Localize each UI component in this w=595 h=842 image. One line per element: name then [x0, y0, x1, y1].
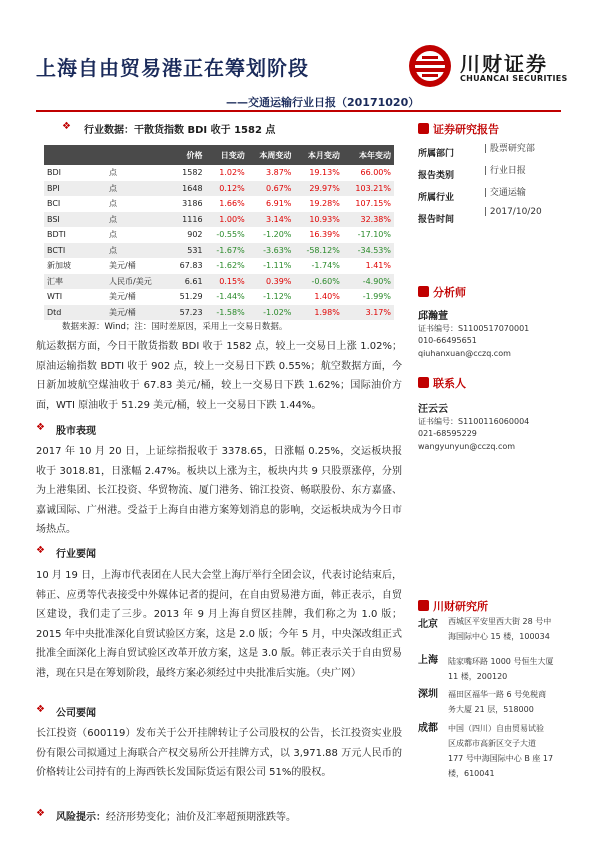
- cell-year: 32.38%: [343, 212, 394, 228]
- cell-price: 1116: [170, 212, 206, 228]
- industry-data-table: [44, 145, 394, 320]
- sidebar-report-heading: 证券研究报告: [418, 121, 499, 137]
- row-name: BCI: [47, 199, 61, 209]
- row-unit: 美元/桶: [109, 261, 136, 271]
- cell-month: 1.40%: [314, 292, 340, 302]
- table-row: [44, 181, 394, 197]
- column-header-day: 日变动: [206, 145, 248, 165]
- cell-year: 3.17%: [343, 305, 394, 321]
- table-row: [44, 289, 394, 305]
- cell-price: 1582: [182, 168, 203, 178]
- risk-warning: [56, 808, 296, 823]
- contact-phone: 021-68595229: [418, 429, 477, 438]
- cell-price: 531: [170, 243, 206, 259]
- cell-week: -3.63%: [248, 243, 295, 259]
- cell-day: -1.67%: [206, 243, 248, 259]
- info-label: 所属部门: [418, 149, 455, 159]
- office-city: 北京: [418, 619, 438, 630]
- row-name: 汇率: [44, 274, 106, 290]
- analyst-icon: [418, 286, 429, 297]
- row-name: Dtd: [44, 305, 106, 321]
- cell-year: 107.15%: [355, 199, 391, 209]
- sidebar-contact-heading: 联系人: [418, 375, 466, 391]
- report-subtitle: ——交通运输行业日报（20171020）: [226, 96, 420, 109]
- diamond-bullet-icon: ❖: [36, 422, 45, 433]
- cell-month: 19.13%: [309, 168, 340, 178]
- report-info-row: [418, 141, 563, 163]
- office-city: 深圳: [418, 689, 438, 700]
- column-header-price: 价格: [170, 145, 206, 165]
- cell-year: -1.99%: [362, 292, 391, 302]
- cell-price: 51.29: [179, 292, 203, 302]
- industry-news-paragraph: 10 月 19 日，上海市代表团在人民大会堂上海厅举行全团会议，代表讨论结束后，韩正、应勇等代表接受中外媒体记者的提问，在自由贸易港方面，韩正表示，自贸区建设，我们走了三步。2013 年 9 月上海自贸区挂牌，我们称之为 1.0 版；2015 年中央批准深化自贸试验区方案，这是 2.0 版；今年 5 月，中央深改组正式批准全面深化上海自贸试验区改革开放方案，这是 3.0 版。韩正表示关于自由贸易港，现在只是在筹划阶段，最终方案必须经过中央批准后实施。（央广网）: [36, 570, 402, 679]
- cell-week: -1.02%: [248, 305, 295, 321]
- contact-name: 汪云云: [418, 404, 448, 415]
- column-header-year: 本年变动: [343, 145, 394, 165]
- risk-text: 经济形势变化；油价及汇率超预期涨跌等。: [106, 812, 296, 823]
- cell-year: -34.53%: [343, 243, 394, 259]
- row-name: BDTI: [47, 230, 66, 240]
- logo-chinese-text: 川财证券: [460, 52, 548, 76]
- table-row: [44, 274, 394, 290]
- cell-week: 3.87%: [265, 168, 292, 178]
- cell-week: -1.20%: [263, 230, 292, 240]
- company-logo: [408, 44, 568, 88]
- report-info-row: [418, 185, 563, 207]
- cell-month: 19.28%: [309, 199, 340, 209]
- row-name: BDI: [47, 168, 62, 178]
- table-header-row: [44, 145, 394, 165]
- cell-month: -58.12%: [294, 243, 342, 259]
- report-icon: [418, 123, 429, 134]
- row-name: BPI: [44, 181, 106, 197]
- row-name: WTI: [47, 292, 63, 302]
- report-info-row: [418, 207, 563, 229]
- report-info-list: [418, 141, 563, 229]
- table-row: [44, 258, 394, 274]
- cell-price: 67.83: [179, 261, 203, 271]
- info-value: | 交通运输: [484, 188, 526, 198]
- data-source-note: 数据来源：Wind；注：国时差原因，采用上一交易日数据。: [62, 322, 288, 332]
- logo-english-text: CHUANCAI SECURITIES: [460, 74, 568, 83]
- info-value: | 行业日报: [484, 166, 526, 176]
- industry-data-heading: 行业数据：干散货指数 BDI 收于 1582 点: [84, 125, 276, 136]
- row-unit: 点: [109, 168, 117, 178]
- market-paragraph: 2017 年 10 月 20 日，上证综指报收于 3378.65，日涨幅 0.25%，交运板块报收于 3018.81，日涨幅 2.47%。板块以上涨为主，板块内共 9 只股票涨停，分别为上港集团、长江投资、华贸物流、厦门港务、锦江投资、畅联股份、东方嘉盛、嘉诚国际、广州港。受益于上海自由港方案筹划消息的影响，交运板块成为今日市场热点。: [36, 446, 402, 535]
- institute-icon: [418, 600, 429, 611]
- column-header: [44, 145, 106, 165]
- cell-month: 1.98%: [294, 305, 342, 321]
- row-name: 新加坡: [47, 261, 71, 271]
- cell-day: 0.12%: [206, 181, 248, 197]
- cell-month: 29.97%: [294, 181, 342, 197]
- table-row: [44, 165, 394, 181]
- cell-week: 0.39%: [248, 274, 295, 290]
- table-row: [44, 196, 394, 212]
- row-unit: 点: [109, 199, 117, 209]
- cell-week: -1.11%: [263, 261, 292, 271]
- office-address: 中国（四川）自由贸易试验 区成都市高新区交子大道 177 号中海国际中心 B 座 17 楼，610041: [448, 724, 554, 778]
- cell-day: -0.55%: [216, 230, 245, 240]
- diamond-bullet-icon: ❖: [62, 121, 71, 132]
- company-news-heading: 公司要闻: [56, 708, 96, 719]
- shipping-data-paragraph: 航运数据方面，今日干散货指数 BDI 收于 1582 点，较上一交易日上涨 1.02%；原油运输指数 BDTI 收于 902 点，较上一交易日下跌 0.55%；航空数据方面，今日新加坡航空煤油收于 67.83 美元/桶，较上一交易日下跌 1.62%；国际油价方面，WTI 原油收于 51.29 美元/桶，较上一交易日下跌 1.44%。: [36, 341, 402, 411]
- row-unit: 美元/桶: [106, 305, 170, 321]
- analyst-name: 邱瀚萱: [418, 311, 448, 322]
- column-header-week: 本周变动: [248, 145, 295, 165]
- row-unit: 美元/桶: [109, 292, 136, 302]
- office-address: 西城区平安里西大街 28 号中 海国际中心 15 楼，100034: [448, 617, 552, 641]
- cell-month: 10.93%: [294, 212, 342, 228]
- row-name: BCTI: [44, 243, 106, 259]
- report-info-row: [418, 163, 563, 185]
- row-unit: 点: [106, 181, 170, 197]
- row-unit: 点: [106, 212, 170, 228]
- column-header: [106, 145, 170, 165]
- office-address: 陆家嘴环路 1000 号恒生大厦 11 楼，200120: [448, 657, 554, 681]
- diamond-bullet-icon: ❖: [36, 545, 45, 556]
- cell-week: 0.67%: [248, 181, 295, 197]
- risk-label: 风险提示：: [56, 812, 106, 823]
- contact-email[interactable]: wangyunyun@cczq.com: [418, 442, 516, 451]
- header-divider: [36, 110, 561, 112]
- cell-year: 103.21%: [343, 181, 394, 197]
- cell-price: 6.61: [170, 274, 206, 290]
- market-heading: 股市表现: [56, 426, 96, 437]
- cell-price: 902: [187, 230, 203, 240]
- cell-price: 1648: [170, 181, 206, 197]
- row-name: BSI: [44, 212, 106, 228]
- info-label: 报告时间: [418, 215, 455, 225]
- cell-day: -1.58%: [206, 305, 248, 321]
- row-unit: 点: [109, 230, 117, 240]
- cell-week: -1.12%: [263, 292, 292, 302]
- cell-year: -17.10%: [357, 230, 391, 240]
- cell-day: -1.62%: [216, 261, 245, 271]
- table-row: [44, 305, 394, 321]
- row-unit: 人民币/美元: [106, 274, 170, 290]
- cell-price: 57.23: [170, 305, 206, 321]
- table-row: [44, 212, 394, 228]
- info-value: | 2017/10/20: [484, 207, 542, 217]
- table-body: [44, 165, 394, 320]
- cell-year: 1.41%: [365, 261, 391, 271]
- cell-month: 16.39%: [309, 230, 340, 240]
- info-label: 报告类别: [418, 171, 455, 181]
- cell-year: 66.00%: [360, 168, 391, 178]
- table-row: [44, 227, 394, 243]
- office-city: 上海: [418, 655, 438, 666]
- cell-day: 1.02%: [219, 168, 245, 178]
- cell-day: 1.66%: [219, 199, 245, 209]
- row-unit: 点: [106, 243, 170, 259]
- company-news-paragraph: 长江投资（600119）发布关于公开挂牌转让子公司股权的公告，长江投资实业股份有限公司拟通过上海联合产权交易所公开挂牌方式，以 3,971.88 万元人民币的价格转让公司持有的上海西铁长发国际货运有限公司 51%的股权。: [36, 728, 402, 778]
- info-value: | 股票研究部: [484, 144, 535, 154]
- office-address: 福田区福华一路 6 号免税商 务大厦 21 层，518000: [448, 690, 547, 714]
- contact-icon: [418, 377, 429, 388]
- cell-price: 3186: [182, 199, 203, 209]
- cell-month: -0.60%: [294, 274, 342, 290]
- table-row: [44, 243, 394, 259]
- cell-week: 6.91%: [265, 199, 292, 209]
- sidebar-analyst-heading: 分析师: [418, 284, 466, 300]
- info-label: 所属行业: [418, 193, 455, 203]
- diamond-bullet-icon: ❖: [36, 808, 45, 819]
- analyst-email[interactable]: qiuhanxuan@cczq.com: [418, 349, 511, 358]
- analyst-cert: 证书编号：S1100517070001: [418, 324, 530, 333]
- analyst-phone: 010-66495651: [418, 336, 477, 345]
- diamond-bullet-icon: ❖: [36, 704, 45, 715]
- cell-day: -1.44%: [216, 292, 245, 302]
- industry-news-heading: 行业要闻: [56, 549, 96, 560]
- contact-cert: 证书编号：S1100116060004: [418, 417, 530, 426]
- office-city: 成都: [418, 723, 438, 734]
- cell-year: -4.90%: [343, 274, 394, 290]
- cell-month: -1.74%: [311, 261, 340, 271]
- logo-mark-icon: [408, 44, 452, 88]
- column-header-month: 本月变动: [294, 145, 342, 165]
- sidebar-institute-heading: 川财研究所: [418, 598, 488, 614]
- report-title: 上海自由贸易港正在筹划阶段: [36, 56, 309, 80]
- cell-day: 0.15%: [206, 274, 248, 290]
- cell-day: 1.00%: [206, 212, 248, 228]
- cell-week: 3.14%: [248, 212, 295, 228]
